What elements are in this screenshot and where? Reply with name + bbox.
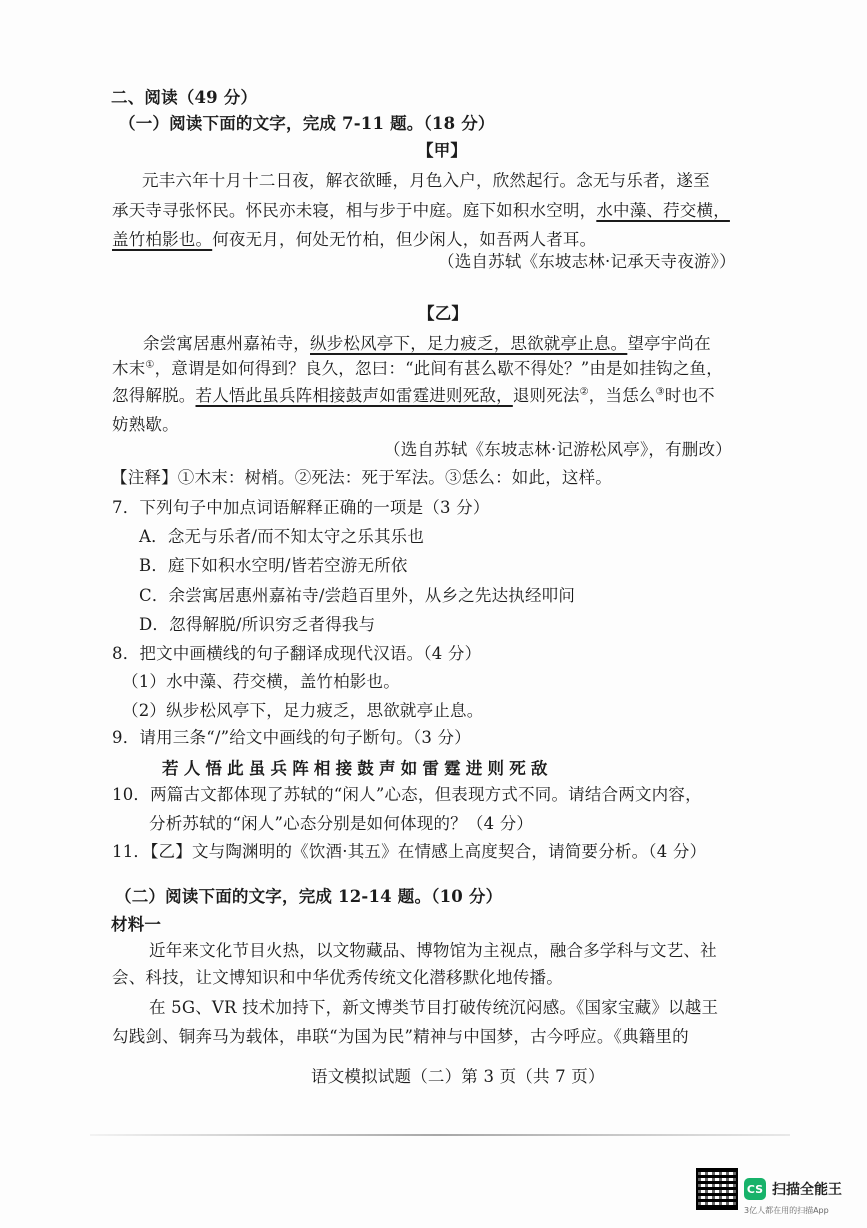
jia-underlined-sentence-part2: 盖竹柏影也。 <box>112 230 213 249</box>
camscanner-badge <box>696 1168 842 1210</box>
page-footer: 语文模拟试题（二）第 3 页（共 7 页） <box>311 1067 605 1086</box>
part2-p1-line-2: 会、科技，让文博知识和中华优秀传统文化潜移默化地传播。 <box>112 968 563 987</box>
yi-source: （选自苏轼《东坡志林·记游松风亭》，有删改） <box>384 440 732 459</box>
yi-line-1: 余尝寓居惠州嘉祐寺，纵步松风亭下，足力疲乏，思欲就亭止息。望亭宇尚在 <box>143 334 711 353</box>
jia-line-3: 盖竹柏影也。何夜无月，何处无竹柏，但少闲人，如吾两人者耳。 <box>112 230 597 249</box>
yi-heading: 【乙】 <box>418 304 469 323</box>
jia-line-1: 元丰六年十月十二日夜，解衣欲睡，月色入户，欣然起行。念无与乐者，遂至 <box>142 171 710 190</box>
qr-code-icon <box>696 1168 738 1210</box>
q7-option-a: A．念无与乐者/而不知太守之乐其乐也 <box>139 527 425 546</box>
yi-line-4: 妨熟歇。 <box>112 415 179 434</box>
q8-sentence-2: （2）纵步松风亭下，足力疲乏，思欲就亭止息。 <box>122 701 484 720</box>
part2-p2-line-2: 勾践剑、铜奔马为载体，串联“为国为民”精神与中国梦，古今呼应。《典籍里的 <box>112 1027 689 1046</box>
yi-underlined-sentence-1: 纵步松风亭下，足力疲乏，思欲就亭止息。 <box>310 334 628 353</box>
jia-line-2: 承天寺寻张怀民。怀民亦未寝，相与步于中庭。庭下如积水空明，水中藻、荇交横， <box>112 201 730 220</box>
q10-line-2: 分析苏轼的“闲人”心态分别是如何体现的？（4 分） <box>149 814 534 833</box>
yi-notes: 【注释】①木末：树梢。②死法：死于军法。③恁么：如此，这样。 <box>111 468 612 487</box>
yi-underlined-sentence-2: 若人悟此虽兵阵相接鼓声如雷霆进则死敌， <box>195 386 513 405</box>
q10-line-1: 10．两篇古文都体现了苏轼的“闲人”心态，但表现方式不同。请结合两文内容， <box>112 785 702 804</box>
q7-option-d: D．忽得解脱/所识穷乏者得我与 <box>139 615 376 634</box>
subsection-1-title: （一）阅读下面的文字，完成 7-11 题。（18 分） <box>119 114 495 133</box>
part2-title: （二）阅读下面的文字，完成 12-14 题。（10 分） <box>115 887 503 906</box>
jia-source: （选自苏轼《东坡志林·记承天寺夜游》） <box>438 252 736 271</box>
q8-sentence-1: （1）水中藻、荇交横，盖竹柏影也。 <box>122 672 400 691</box>
material-label: 材料一 <box>111 915 162 934</box>
jia-underlined-sentence-part1: 水中藻、荇交横， <box>596 201 730 220</box>
part2-p1-line-1: 近年来文化节目火热，以文物藏品、博物馆为主视点，融合多学科与文艺、社 <box>149 941 717 960</box>
jia-heading: 【甲】 <box>417 141 468 160</box>
yi-line-3: 忽得解脱。若人悟此虽兵阵相接鼓声如雷霆进则死敌，退则死法②，当恁么③时也不 <box>112 386 715 405</box>
q7-option-b: B．庭下如积水空明/皆若空游无所依 <box>139 556 408 575</box>
camscanner-tagline: 3亿人都在用的扫描App <box>744 1206 829 1215</box>
q8-stem: 8．把文中画横线的句子翻译成现代汉语。（4 分） <box>112 644 482 663</box>
camscanner-name: 扫描全能王 <box>772 1182 842 1198</box>
scan-shadow-divider <box>90 1134 790 1136</box>
part2-p2-line-1: 在 5G、VR 技术加持下，新文博类节目打破传统沉闷感。《国家宝藏》以越王 <box>149 998 719 1017</box>
q9-sentence: 若人悟此虽兵阵相接鼓声如雷霆进则死敌 <box>162 759 553 778</box>
camscanner-logo-icon: CS <box>744 1178 766 1200</box>
q11-line-1: 11．【乙】文与陶渊明的《饮酒·其五》在情感上高度契合，请简要分析。（4 分） <box>112 842 707 861</box>
yi-line-2: 木末①，意谓是如何得到？良久，忽曰：“此间有甚么歇不得处？”由是如挂钩之鱼， <box>112 359 723 378</box>
q7-stem: 7．下列句子中加点词语解释正确的一项是（3 分） <box>112 498 490 517</box>
q9-stem: 9．请用三条“/”给文中画线的句子断句。（3 分） <box>112 728 471 747</box>
section-title: 二、阅读（49 分） <box>111 88 258 107</box>
q7-option-c: C．余尝寓居惠州嘉祐寺/尝趋百里外，从乡之先达执经叩问 <box>139 586 576 605</box>
